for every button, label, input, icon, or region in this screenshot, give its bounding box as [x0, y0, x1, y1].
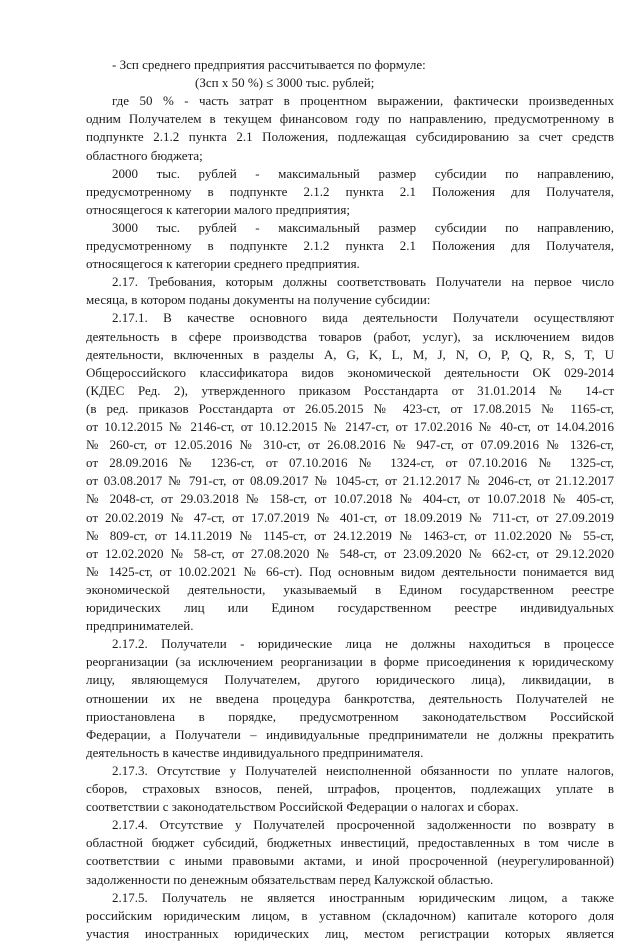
text-line: (КДЕС Ред. 2), утвержденного приказом Росстандарта от 31.01.2014 № 14-ст — [86, 383, 614, 398]
text-line: лицу, являющемуся Получателем, другого юридического лица), ликвидации, в — [86, 672, 614, 687]
text-line: 2.17.4. Отсутствие у Получателей просроченной задолженности по возврату в — [112, 817, 614, 832]
text-line: 2.17.2. Получатели - юридические лица не должны находиться в процессе — [112, 636, 614, 651]
text-line: участия иностранных юридических лиц, местом регистрации которых является — [86, 926, 614, 941]
text-line: месяца, в котором поданы документы на получение субсидии: — [86, 292, 431, 307]
text-line: соответствии с законодательством Российской Федерации о налогах и сборах. — [86, 799, 519, 814]
text-line: Общероссийского классификатора видов экономической деятельности ОК 029-2014 — [86, 365, 614, 380]
text-line: деятельности, включенных в разделы A, G, K, L, M, J, N, O, P, Q, R, S, T, U — [86, 347, 614, 362]
text-line: одним Получателем в текущем финансовом году по направлению, предусмотренному в — [86, 111, 614, 126]
text-line: от 03.08.2017 № 791-ст, от 08.09.2017 № 1045-ст, от 21.12.2017 № 2046-ст, от 21.12.2017 — [86, 473, 614, 488]
text-line: 3000 тыс. рублей - максимальный размер субсидии по направлению, — [112, 220, 614, 235]
text-line: от 12.02.2020 № 58-ст, от 27.08.2020 № 548-ст, от 23.09.2020 № 662-ст, от 29.12.2020 — [86, 546, 614, 561]
text-line: экономической деятельности, указываемый в Едином государственном реестре — [86, 582, 614, 597]
text-line: № 260-ст, от 12.05.2016 № 310-ст, от 26.08.2016 № 947-ст, от 07.09.2016 № 1326-ст, — [86, 437, 614, 452]
text-line: № 2048-ст, от 29.03.2018 № 158-ст, от 10.07.2018 № 404-ст, от 10.07.2018 № 405-ст, — [86, 491, 614, 506]
text-line: областного бюджета; — [86, 148, 203, 163]
text-line: деятельность в качестве индивидуального предпринимателя. — [86, 745, 424, 760]
text-line: 2.17.1. В качестве основного вида деятельности Получатели осуществляют — [112, 310, 614, 325]
text-line: соответствии с иными правовыми актами, и иной просроченной (неурегулированной) — [86, 853, 614, 868]
text-line: отношении их не введена процедура банкротства, деятельность Получателей не — [86, 691, 614, 706]
text-line: задолженности по денежным обязательствам перед Калужской областью. — [86, 872, 494, 887]
text-line: от 28.09.2016 № 1236-ст, от 07.10.2016 № 1324-ст, от 07.10.2016 № 1325-ст, — [86, 455, 614, 470]
text-line: предпринимателей. — [86, 618, 194, 633]
text-line: Федерации, а Получатели – индивидуальные предприниматели не должны прекратить — [86, 727, 614, 742]
text-line: реорганизации (за исключением реорганизации в форме присоединения к юридическому — [86, 654, 614, 669]
text-line: - Зсп среднего предприятия рассчитывается по формуле: — [112, 57, 426, 72]
text-line: 2.17. Требования, которым должны соответствовать Получатели на первое число — [112, 274, 614, 289]
text-line: предусмотренному в подпункте 2.1.2 пункта 2.1 Положения для Получателя, — [86, 238, 614, 253]
text-line: где 50 % - часть затрат в процентном выражении, фактически произведенных — [112, 93, 614, 108]
text-line: юридических лиц или Едином государственном реестре индивидуальных — [86, 600, 614, 615]
text-line: 2000 тыс. рублей - максимальный размер субсидии по направлению, — [112, 166, 614, 181]
text-line: 2.17.5. Получатель не является иностранным юридическим лицом, а также — [112, 890, 614, 905]
text-line: 2.17.3. Отсутствие у Получателей неисполненной обязанности по уплате налогов, — [112, 763, 614, 778]
text-line: приостановлена в порядке, предусмотренном законодательством Российской — [86, 709, 614, 724]
text-line: относящегося к категории малого предприятия; — [86, 202, 350, 217]
text-line: сборов, страховых взносов, пеней, штрафов, процентов, подлежащих уплате в — [86, 781, 614, 796]
text-line: от 20.02.2019 № 47-ст, от 17.07.2019 № 401-ст, от 18.09.2019 № 711-ст, от 27.09.2019 — [86, 510, 614, 525]
text-line: российским юридическим лицом, в уставном (складочном) капитале которого доля — [86, 908, 614, 923]
text-line: (в ред. приказов Росстандарта от 26.05.2015 № 423-ст, от 17.08.2015 № 1165-ст, — [86, 401, 614, 416]
text-line: предусмотренному в подпункте 2.1.2 пункта 2.1 Положения для Получателя, — [86, 184, 614, 199]
formula-line: (Зсп x 50 %) ≤ 3000 тыс. рублей; — [195, 75, 375, 90]
text-line: относящегося к категории среднего предприятия. — [86, 256, 360, 271]
text-line: деятельность в сфере производства товаров (работ, услуг), за исключением видов — [86, 329, 614, 344]
text-line: от 10.12.2015 № 2146-ст, от 10.12.2015 № 2147-ст, от 17.02.2016 № 40-ст, от 14.04.2016 — [86, 419, 614, 434]
text-line: подпункте 2.1.2 пункта 2.1 Положения, подлежащая субсидированию за счет средств — [86, 129, 614, 144]
text-line: № 809-ст, от 14.11.2019 № 1145-ст, от 24.12.2019 № 1463-ст, от 11.02.2020 № 55-ст, — [86, 528, 614, 543]
text-line: областной бюджет субсидий, бюджетных инвестиций, предоставленных в том числе в — [86, 835, 614, 850]
text-line: № 1425-ст, от 10.02.2021 № 66-ст). Под основным видом деятельности понимается вид — [86, 564, 614, 579]
